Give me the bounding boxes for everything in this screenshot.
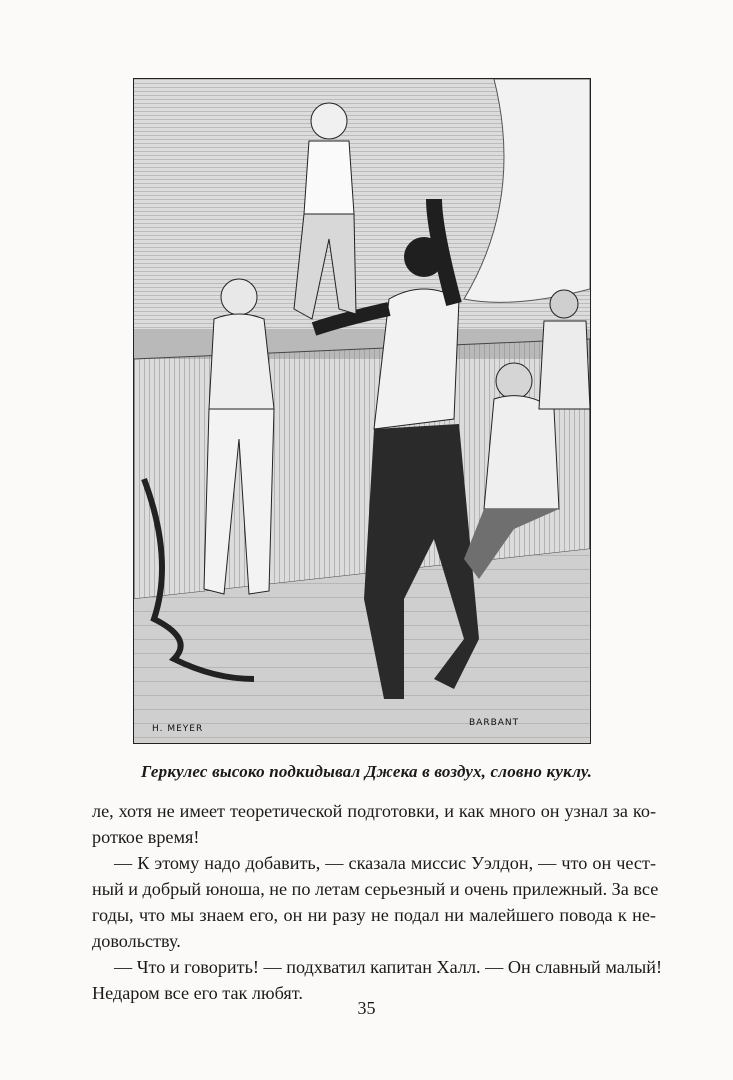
ship-deck-scene [134,79,590,743]
text-line: ный и добрый юноша, не по летам серьезный и очень прилежный. За все [92,879,659,899]
text-line: годы, что мы знаем его, он ни разу не подал ни малейшего повода к не- [92,905,656,925]
engraver-signature: BARBANT [469,718,520,728]
text-line: роткое время! [92,827,200,847]
page-number: 35 [357,998,376,1018]
text-line: — Что и говорить! — подхватил капитан Халл. — Он славный малый! [114,957,663,977]
text-line: довольству. [92,931,181,951]
text-line: Недаром все его так любят. [92,983,303,1003]
text-line: ле, хотя не имеет теоретической подготовки, и как много он узнал за ко- [92,801,656,821]
text-line: — К этому надо добавить, — сказала миссис Уэлдон, — что он чест- [114,853,656,873]
artist-signature: H. MEYER [152,724,204,734]
illustration-caption: Геркулес высоко подкидывал Джека в воздух, словно куклу. [140,762,593,781]
body-text [92,798,663,1006]
engraving-illustration [133,78,591,744]
